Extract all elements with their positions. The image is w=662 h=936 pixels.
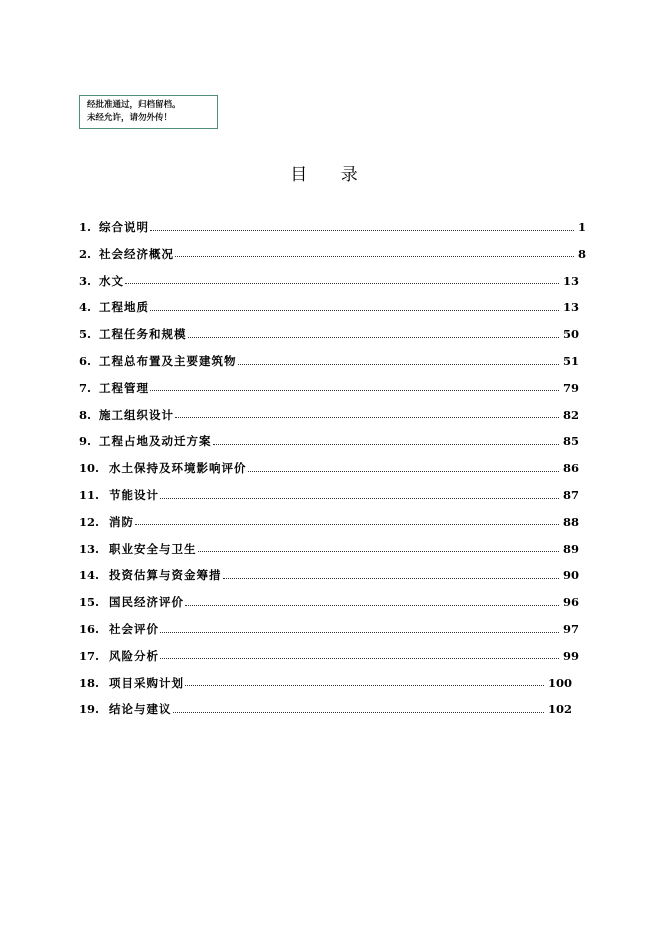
toc-entry-label: 消防 xyxy=(109,514,135,529)
toc-entry-number: 13. xyxy=(79,541,100,556)
toc-entry-page: 50 xyxy=(562,327,579,342)
page-title: 目 录 xyxy=(290,165,372,185)
stamp-line-1: 经批准通过，归档留档。 xyxy=(87,100,181,110)
toc-leader-dots xyxy=(150,309,559,311)
toc-entry-number: 11. xyxy=(79,488,100,502)
toc-entry-number: 19. xyxy=(79,702,100,717)
toc-entry-page: 8 xyxy=(577,246,586,261)
toc-leader-dots xyxy=(160,631,559,633)
toc-entry-number: 9. xyxy=(79,434,92,449)
toc-leader-dots xyxy=(185,604,559,606)
toc-entry[interactable] xyxy=(79,272,579,290)
toc-entry[interactable] xyxy=(79,647,579,665)
toc-leader-dots xyxy=(175,255,574,257)
toc-leader-dots xyxy=(175,416,559,418)
toc-entry-number: 10. xyxy=(79,461,100,476)
toc-entry-page: 85 xyxy=(562,434,579,449)
toc-entry-page: 79 xyxy=(562,380,579,395)
toc-entry[interactable] xyxy=(79,700,572,718)
toc-leader-dots xyxy=(125,282,559,284)
toc-entry-label: 水文 xyxy=(99,273,125,288)
toc-entry-label: 施工组织设计 xyxy=(99,407,175,422)
toc-entry-page: 88 xyxy=(562,514,579,529)
toc-entry[interactable] xyxy=(79,245,586,263)
toc-entry-label: 节能设计 xyxy=(109,488,160,502)
toc-entry-label: 投资估算与资金筹措 xyxy=(109,568,222,583)
toc-entry[interactable] xyxy=(79,593,579,611)
toc-entry-number: 12. xyxy=(79,514,100,529)
toc-entry-page: 102 xyxy=(547,702,572,717)
toc-entry-label: 工程总布置及主要建筑物 xyxy=(99,354,237,368)
toc-entry-page: 1 xyxy=(577,220,586,234)
toc-entry-label: 项目采购计划 xyxy=(109,675,185,690)
toc-entry-label: 职业安全与卫生 xyxy=(109,541,197,556)
toc-entry[interactable] xyxy=(79,352,579,370)
toc-entry-number: 17. xyxy=(79,648,100,663)
stamp-line-2: 未经允许，请勿外传！ xyxy=(87,113,173,123)
toc-entry[interactable] xyxy=(79,432,579,450)
toc-entry-label: 水土保持及环境影响评价 xyxy=(109,461,247,476)
toc-entry-number: 8. xyxy=(79,407,92,422)
toc-entry-label: 社会经济概况 xyxy=(99,246,175,261)
toc-leader-dots xyxy=(150,229,574,231)
toc-entry[interactable] xyxy=(79,540,579,558)
toc-entry-page: 87 xyxy=(562,488,579,502)
toc-entry-number: 14. xyxy=(79,568,100,583)
toc-entry-page: 96 xyxy=(562,595,579,610)
toc-entry-number: 16. xyxy=(79,622,100,636)
toc-entry[interactable] xyxy=(79,620,579,638)
toc-entry-label: 工程任务和规模 xyxy=(99,327,187,342)
toc-leader-dots xyxy=(238,363,559,365)
toc-entry-page: 99 xyxy=(562,648,579,663)
toc-entry-page: 13 xyxy=(562,273,579,288)
toc-entry[interactable] xyxy=(79,566,579,584)
toc-entry[interactable] xyxy=(79,379,579,397)
toc-entry-number: 5. xyxy=(79,327,92,342)
toc-leader-dots xyxy=(160,497,559,499)
archive-stamp xyxy=(79,95,218,129)
toc-entry-page: 89 xyxy=(562,541,579,556)
toc-entry-number: 1. xyxy=(79,220,92,234)
toc-entry-page: 90 xyxy=(562,568,579,583)
toc-entry-label: 综合说明 xyxy=(99,220,150,234)
toc-entry-label: 结论与建议 xyxy=(109,702,172,717)
toc-entry-number: 18. xyxy=(79,675,100,690)
toc-leader-dots xyxy=(160,657,559,659)
toc-leader-dots xyxy=(223,577,559,579)
toc-entry-label: 风险分析 xyxy=(109,648,160,663)
toc-entry-page: 97 xyxy=(562,622,579,636)
toc-entry-number: 15. xyxy=(79,595,100,610)
toc-entry-page: 13 xyxy=(562,300,579,315)
toc-entry-label: 工程管理 xyxy=(99,380,150,395)
toc-entry-label: 国民经济评价 xyxy=(109,595,185,610)
toc-leader-dots xyxy=(150,389,559,391)
toc-leader-dots xyxy=(135,523,559,525)
toc-entry[interactable] xyxy=(79,406,579,424)
toc-entry-number: 4. xyxy=(79,300,92,315)
toc-leader-dots xyxy=(248,470,559,472)
toc-entry[interactable] xyxy=(79,486,579,504)
toc-entry-label: 工程占地及动迁方案 xyxy=(99,434,212,449)
toc-entry-page: 100 xyxy=(547,675,572,690)
toc-entry[interactable] xyxy=(79,325,579,343)
toc-entry-number: 2. xyxy=(79,246,92,261)
toc-entry-label: 社会评价 xyxy=(109,622,160,636)
toc-leader-dots xyxy=(198,550,559,552)
toc-entry-number: 6. xyxy=(79,354,92,368)
toc-entry-number: 7. xyxy=(79,380,92,395)
toc-entry-page: 86 xyxy=(562,461,579,476)
toc-leader-dots xyxy=(213,443,559,445)
toc-leader-dots xyxy=(185,684,544,686)
toc-entry[interactable] xyxy=(79,298,579,316)
toc-entry-label: 工程地质 xyxy=(99,300,150,315)
toc-entry-page: 51 xyxy=(562,354,579,368)
toc-entry[interactable] xyxy=(79,459,579,477)
toc-leader-dots xyxy=(173,711,544,713)
toc-entry[interactable] xyxy=(79,513,579,531)
toc-leader-dots xyxy=(188,336,559,338)
toc-entry[interactable] xyxy=(79,218,586,236)
toc-entry-number: 3. xyxy=(79,273,92,288)
toc-entry-page: 82 xyxy=(562,407,579,422)
toc-entry[interactable] xyxy=(79,674,572,692)
